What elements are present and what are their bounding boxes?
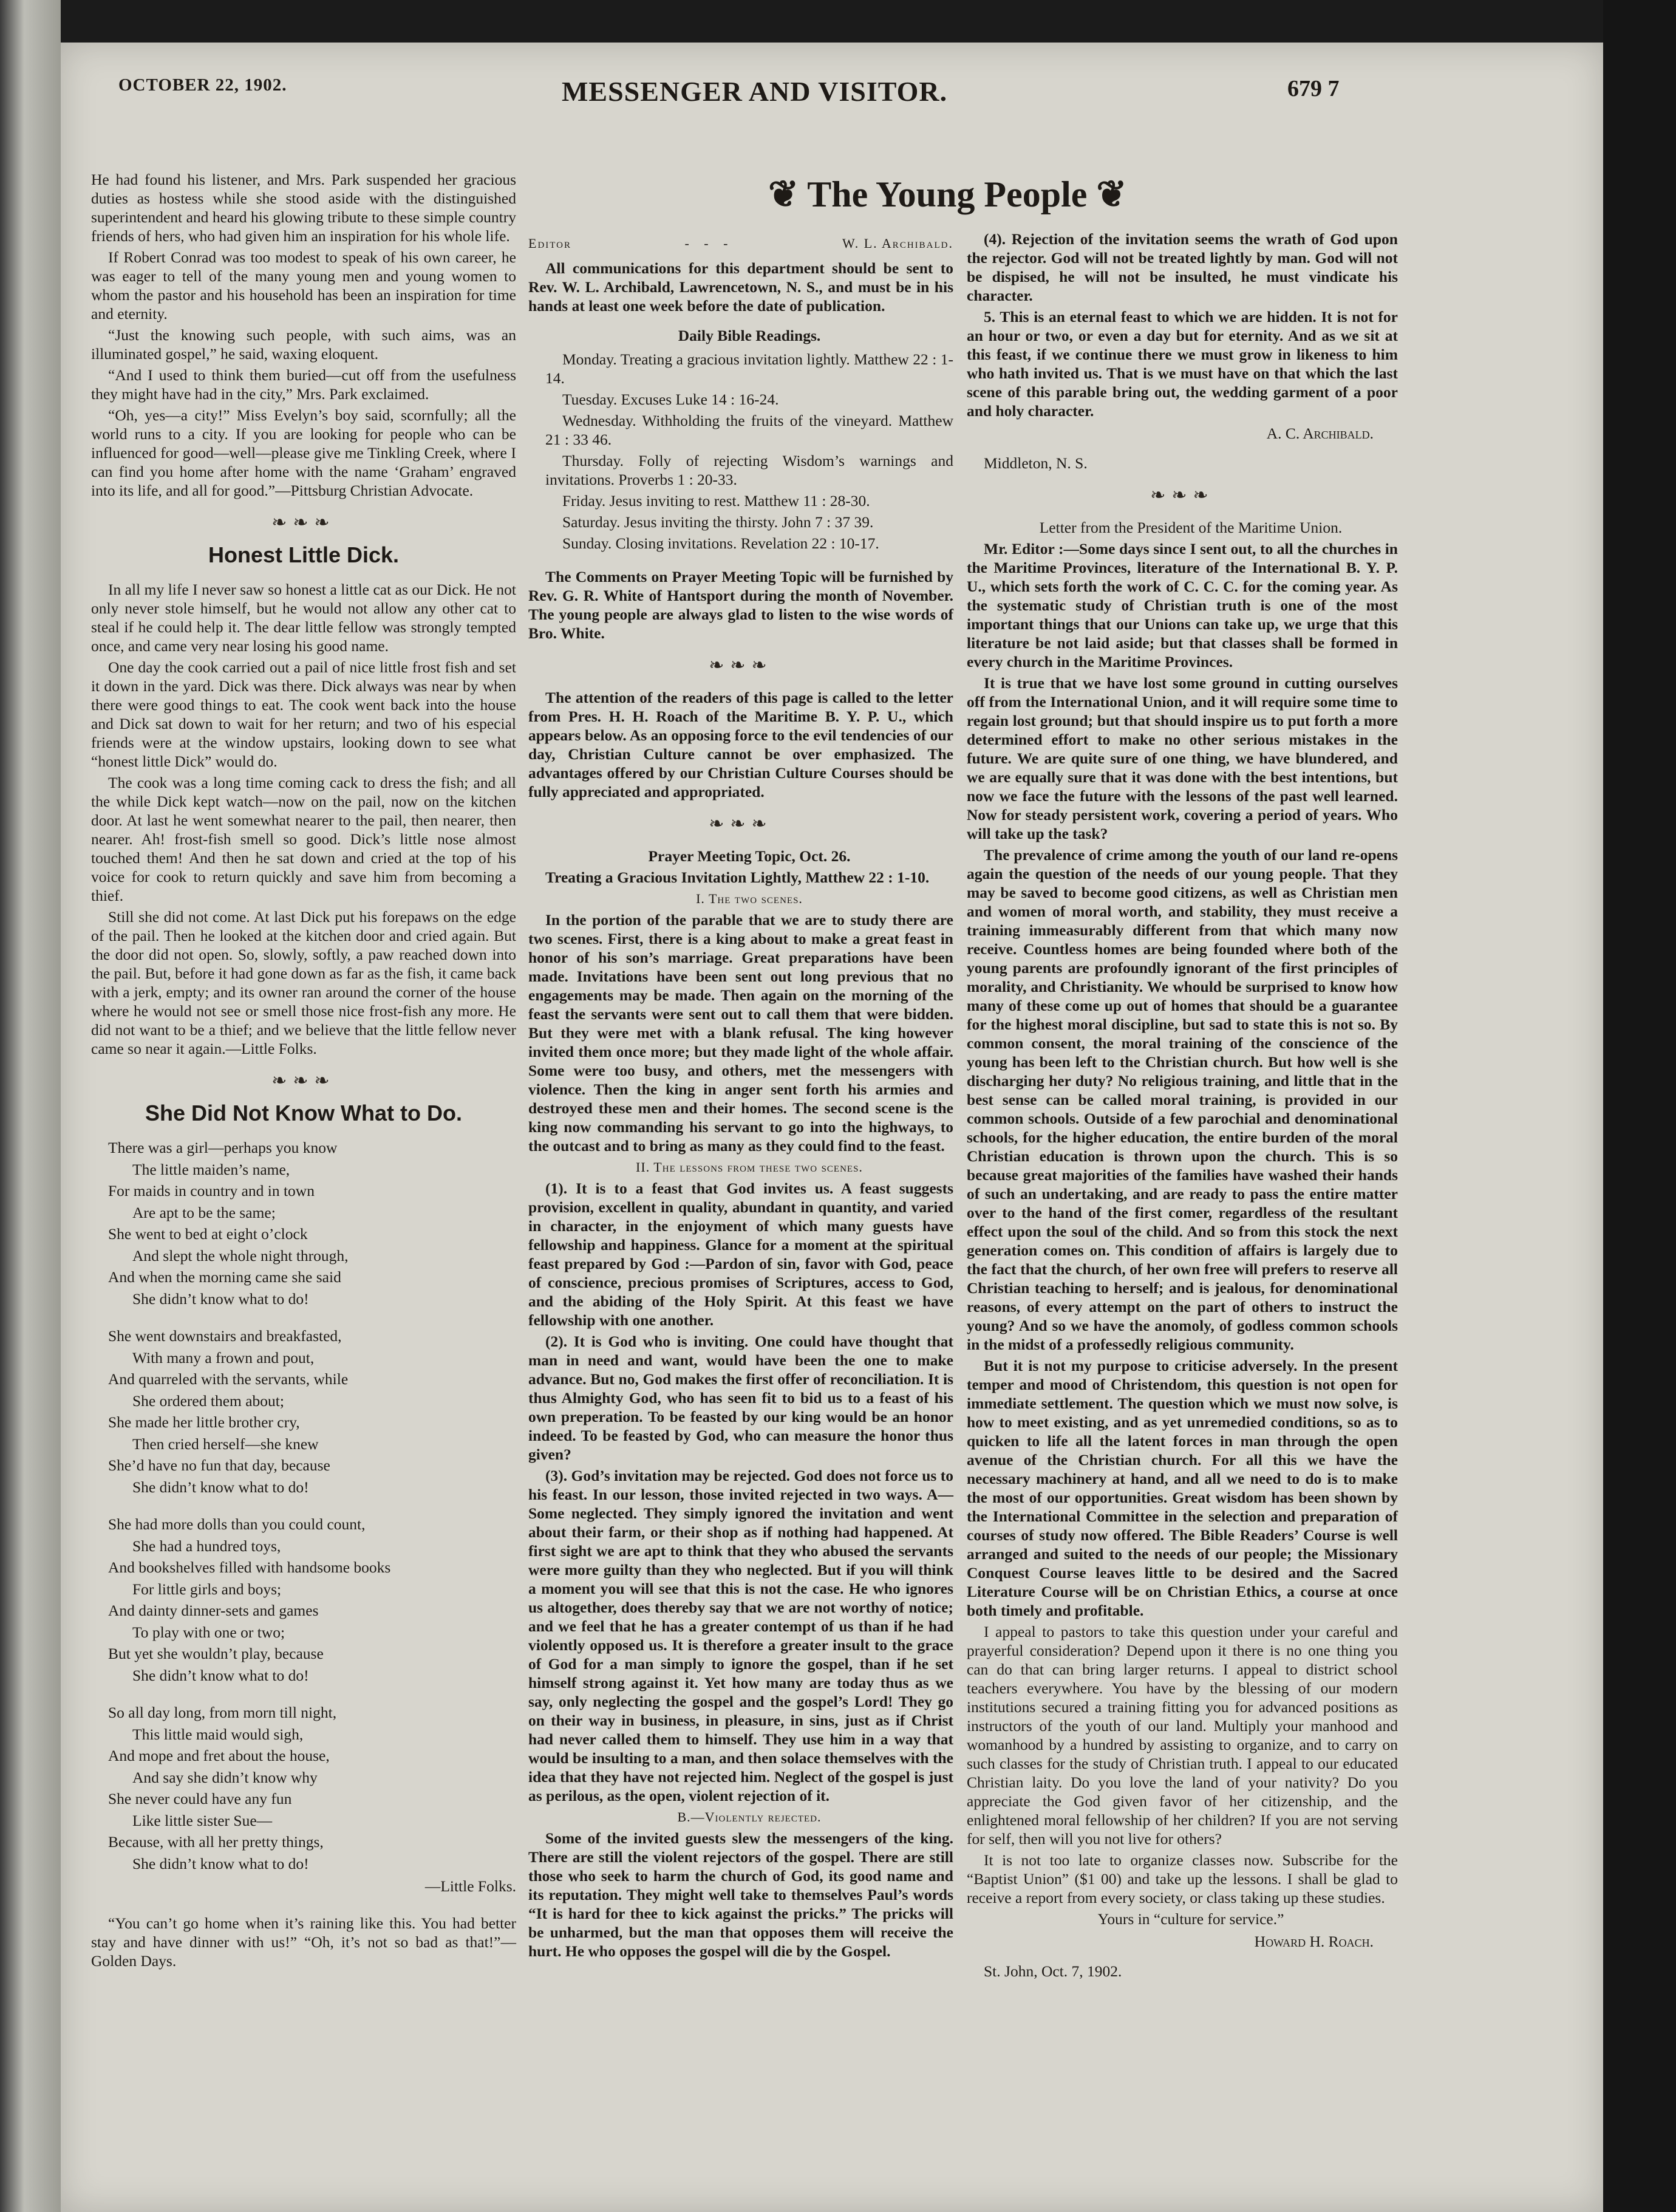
poem-line: For maids in country and in town xyxy=(108,1182,315,1200)
column-right xyxy=(967,230,1398,1983)
article-title-honest-little-dick: Honest Little Dick. xyxy=(208,542,400,567)
divider-ornament: ❧❧❧ xyxy=(271,513,336,533)
communications-note: All communications for this department should be sent to Rev. W. L. Archibald, Lawrencetown, N. S., and must be in his hands at least one week before the date of publication. xyxy=(528,259,953,315)
masthead: MESSENGER AND VISITOR. xyxy=(562,76,948,107)
poem-title: She Did Not Know What to Do. xyxy=(145,1101,462,1125)
topic-subtitle: Treating a Gracious Invitation Lightly, Matthew 22 : 1-10. xyxy=(545,869,930,886)
lesson-paragraph: 5. This is an eternal feast to which we are hidden. It is not for an hour or two, or even a day but for eternity. And as we sit at this feast, if we continue there we must grow in likeness to him who hath invited us. That is we must have on that which the last scene of this parable bring out, the wedding garment of a poor and holy character. xyxy=(967,308,1398,420)
article-paragraph: Still she did not come. At last Dick put his forepaws on the edge of the pail. Then he looked at the kitchen door and cried again. But the door did not open. So, slowly, softly, a paw reached down into the pail. But, before it had gone down as far as the fish, it came back with a jerk, empty; and its owner ran around the corner of the house where he would not see or smell those nice frost-fish any more. He did not want to be a thief; and we believe that the little fellow never came so near it again.—Little Folks. xyxy=(91,908,516,1057)
editor-dashes: - - - xyxy=(684,236,729,251)
poem-line: Because, with all her pretty things, xyxy=(108,1833,324,1851)
divider-ornament: ❧❧❧ xyxy=(709,655,773,675)
divider-ornament: ❧❧❧ xyxy=(1150,485,1214,505)
violently-heading: B.—Violently rejected. xyxy=(677,1809,822,1825)
poem-line: So all day long, from morn till night, xyxy=(108,1704,337,1721)
poem-line: But yet she wouldn’t play, because xyxy=(108,1645,324,1662)
column-left xyxy=(91,170,516,1973)
poem-line: For little girls and boys; xyxy=(132,1580,282,1598)
story-paragraph: “Just the knowing such people, with such aims, was an illuminated gospel,” he said, waxing eloquent. xyxy=(91,326,516,363)
poem-line: Are apt to be the same; xyxy=(132,1203,276,1221)
letter-paragraph: The prevalence of crime among the youth of our land re-opens again the question of the needs of our young people. That they may be saved to become good citizens, as well as Christian men and women of moral worth, and stability, they must receive a training immeasurably different from that which many now receive. Countless homes are being founded where both of the young parents are profoundly ignorant of the first principles of morality, and Christianity. We whould be surprised to know how many of these come up out of homes that should be a guarantee for the highest moral discipline, but sad to state this is not so. By common consent, the moral training of the conscience of the young has been left to the Christian church. But how well is she discharging her duty? No religious training, and little that in the best sense can be called moral training, is provided in our common schools. Outside of a few parochial and denominational schools, for the higher education, the entire burden of the moral Christian education is thrown upon the church. This is so because great majorities of the families have washed their hands of such an undertaking, and are ready to pass the entire matter over to the hand of the first comer, regardless of the resultant effect upon the soul of the child. And so from this stock the next generation comes on. This condition of affairs is largely due to the fact that the church, of her own free will prefers to reserve all Christian teaching to herself; and is jealous, for denominational reasons, of every attempt on the part of others to instruct the young? And so we have the anomoly, of godless common schools in the midst of a professedly religious community. xyxy=(967,846,1398,1353)
poem-line: And slept the whole night through, xyxy=(132,1246,349,1265)
comments-note: The Comments on Prayer Meeting Topic will be furnished by Rev. G. R. White of Hantsport during the month of November. The young people are always glad to listen to the wise words of Bro. White. xyxy=(528,568,953,642)
letter-paragraph: I appeal to pastors to take this question under your careful and prayerful consideration? Depend upon it there is no one thing you can do that can bring larger returns. I appeal to district school teachers everywhere. You have by the blessing of our modern institutions secured a training fitting you for advanced positions as instructors of the youth of our land. Multiply your manhood and womanhood by a hundred by assisting to organize, and to carry on such classes for the study of Christian truth. I appeal to our educated Christian laity. Do you love the land of your nativity? Do you appreciate the God given favor of her citizenship, and the enlightened moral fellowship of her children? If you are not serving for self, then will you not live for others? xyxy=(967,1623,1398,1848)
letter-closing: Yours in “culture for service.” xyxy=(1097,1910,1284,1928)
poem-line: There was a girl—perhaps you know xyxy=(108,1139,338,1156)
story-paragraph: If Robert Conrad was too modest to speak of his own career, he was eager to tell of the many young men and young women to whom the pastor and his household has been an inspiration for time and eternity. xyxy=(91,248,516,323)
letter-paragraph: It is true that we have lost some ground in cutting ourselves off from the International Union, and it will require some time to regain lost ground; but that should inspire us to put forth a more determined effort to make no other serious mistakes in the future. We are quite sure of one thing, we have blundered, and we are equally sure that it was done with the best intentions, but now we face the future with the lessons of the past well learned. Now for steady persistent work, covering a period of years. Who will take up the task? xyxy=(967,674,1398,842)
lesson-paragraph: (1). It is to a feast that God invites us. A feast suggests provision, excellent in quality, abundant in quantity, and varied in character, in the enjoyment of which many guests have fellowship and happiness. Glance for a moment at the spiritual feast prepared by God :—Pardon of sin, favor with God, peace of conscience, precious promises of Scriptures, access to God, and the abiding of the Holy Spirit. At this feast we have fellowship with one another. xyxy=(528,1179,953,1329)
article-paragraph: In all my life I never saw so honest a little cat as our Dick. He not only never stole himself, but he would not allow any other cat to steal if he could help it. The dear little fellow was strongly tempted once, and came very near losing his good name. xyxy=(91,581,516,655)
poem-line: And quarreled with the servants, while xyxy=(108,1370,349,1388)
closing-anecdote: “You can’t go home when it’s raining like this. You had better stay and have dinner with us!” “Oh, it’s not so bad as that!”—Golden Days. xyxy=(91,1914,516,1970)
lesson-paragraph: (4). Rejection of the invitation seems the wrath of God upon the rejector. God will not be treated lightly by man. God will not be dispised, he will not be insulted, he must vindicate his character. xyxy=(967,230,1398,304)
reading-item: Sunday. Closing invitations. Revelation 22 : 10-17. xyxy=(562,534,879,552)
lessons-signature: A. C. Archibald. xyxy=(1266,425,1374,442)
letter-paragraph: It is not too late to organize classes now. Subscribe for the “Baptist Union” ($1 00) and take up the lessons. I shall be glad to receive a report from every society, or class taking up these studies. xyxy=(967,1851,1398,1906)
reading-item: Monday. Treating a gracious invitation lightly. Matthew 22 : 1-14. xyxy=(545,350,953,387)
story-paragraph: He had found his listener, and Mrs. Park suspended her gracious duties as hostess while she stood aside with the distinguished superintendent and heard his glowing tribute to these simple country friends of hers, who had given him an inspiration for his whole life. xyxy=(91,171,516,245)
reading-item: Thursday. Folly of rejecting Wisdom’s warnings and invitations. Proverbs 1 : 20-33. xyxy=(545,452,953,488)
scenes-paragraph: In the portion of the parable that we are to study there are two scenes. First, there is a king about to make a great feast in honor of his son’s marriage. Great preparations have been made. Invitations have been sent out long previous that no engagements may be made. Then again on the morning of the feast the servants were sent out to call them that were bidden. But they were met with a blank refusal. The king however invited them once more; but they made light of the whole affair. Some were too busy, and others, met the messengers with violence. Then the king in anger sent forth his armies and destroyed these men and their homes. The second scene is the king now commanding his servant to go into the highways, to the outcast and to bring as many as they could find to the feast. xyxy=(528,911,953,1155)
editor-name: W. L. Archibald. xyxy=(842,236,953,251)
poem-line: This little maid would sigh, xyxy=(132,1725,304,1743)
letter-paragraph: But it is not my purpose to criticise adversely. In the present temper and mood of Christendom, this question is not open for immediate settlement. The question which we must now solve, is how to meet existing, and as yet unremedied conditions, so as to quicken to life all the latent forces in man through the open avenue of the Christian church. For all this we have the necessary machinery at hand, and all we need to do is to make the most of our opportunities. Great wisdom has been shown by the International Committee in the selection and preparation of courses of study now offered. The Bible Readers’ Course is well arranged and suited to the needs of our people; the Missionary Conquest Course leaves little to be desired and the Sacred Literature Course will be on Christian Ethics, a course at once both timely and profitable. xyxy=(967,1357,1398,1619)
poem-source: —Little Folks. xyxy=(424,1877,516,1895)
poem-line: And say she didn’t know why xyxy=(132,1768,318,1786)
article-paragraph: The cook was a long time coming cack to dress the fish; and all the while Dick kept watch—now on the pail, now on the kitchen door. At last he went somewhat nearer to the pail, then nearer, then nearer. Ah! frost-fish smell so good. Dick’s little nose almost touched them! And then he sat down and cried at the top of his voice for cook to return quickly and save him from becoming a thief. xyxy=(91,774,516,904)
poem-line: She didn’t know what to do! xyxy=(132,1289,309,1308)
poem-line: Then cried herself—she knew xyxy=(132,1435,319,1453)
divider-ornament: ❧❧❧ xyxy=(271,1071,336,1091)
poem-line: She ordered them about; xyxy=(132,1391,284,1410)
poem-line: With many a frown and pout, xyxy=(132,1348,315,1367)
poem-line: The little maiden’s name, xyxy=(132,1160,290,1178)
column-middle xyxy=(528,234,953,1963)
reading-item: Tuesday. Excuses Luke 14 : 16-24. xyxy=(562,391,779,408)
scan-border xyxy=(1603,0,1676,2212)
poem-line: She had more dolls than you could count, xyxy=(108,1515,366,1533)
lessons-heading: II. The lessons from these two scenes. xyxy=(636,1159,863,1175)
poem-stanza xyxy=(91,1326,516,1497)
poem-line: She didn’t know what to do! xyxy=(132,1854,309,1872)
poem-line: And dainty dinner-sets and games xyxy=(108,1602,319,1619)
reading-item: Saturday. Jesus inviting the thirsty. John 7 : 37 39. xyxy=(562,513,874,531)
poem-line: She didn’t know what to do! xyxy=(132,1666,309,1684)
reading-item: Wednesday. Withholding the fruits of the vineyard. Matthew 21 : 33 46. xyxy=(545,412,953,448)
adjacent-page-edge xyxy=(0,0,61,2212)
poem-stanza xyxy=(91,1703,516,1873)
poem-line: She didn’t know what to do! xyxy=(132,1478,309,1496)
poem-line: She made her little brother cry, xyxy=(108,1413,300,1431)
poem-line: She had a hundred toys, xyxy=(132,1537,281,1555)
poem-line: And mope and fret about the house, xyxy=(108,1747,330,1764)
poem-line: She’d have no fun that day, because xyxy=(108,1456,330,1474)
page-number: 679 7 xyxy=(1287,76,1340,101)
poem-stanza xyxy=(91,1138,516,1308)
readings-title: Daily Bible Readings. xyxy=(678,327,821,344)
fleuron-left-icon: ❦︎ xyxy=(768,174,808,214)
fleuron-right-icon: ❦︎ xyxy=(1087,174,1127,214)
editor-label: Editor xyxy=(528,236,571,251)
poem-line: And when the morning came she said xyxy=(108,1268,341,1286)
poem-stanza xyxy=(91,1515,516,1685)
story-paragraph: “Oh, yes—a city!” Miss Evelyn’s boy said, scornfully; all the world runs to a city. If you are looking for people who can be influenced for good—well—please give me Tinkling Creek, where I can find you home after home with the name ‘Graham’ engraved into its life, and all for good.”—Pittsburg Christian Advocate. xyxy=(91,406,516,499)
scenes-heading: I. The two scenes. xyxy=(696,891,803,906)
letter-title: Letter from the President of the Maritime Union. xyxy=(1039,519,1343,536)
issue-date: OCTOBER 22, 1902. xyxy=(118,75,287,95)
divider-ornament: ❧❧❧ xyxy=(709,814,773,834)
lesson-paragraph: (3). God’s invitation may be rejected. God does not force us to his feast. In our lesson, those invited rejected in two ways. A—Some neglected. They simply ignored the invitation and went about their farm, or their shop as if nothing had happened. At first sight we are apt to think that they who abused the servants were more guilty than they who neglected. But if you will think a moment you will see that this is not the case. He who ignores us altogether, does thereby say that we are not worthy of notice; and we feel that he has a greater contempt of us than if he had violently opposed us. It is therefore a greater insult to the grace of God for a man simply to ignore the gospel, than if he set himself strong against it. Yet how many are today thus as we say, only neglecting the gospel and the gospel’s Lord! They go on their way in business, in pleasure, in sins, just as if Christ had never called them to himself. They use him in a way that would be insulting to a man, and then solace themselves with the idea that they have not rejected him. Neglect of the gospel is just as perilous, as the open, violent rejection of it. xyxy=(528,1467,953,1804)
violently-paragraph: Some of the invited guests slew the messengers of the king. There are still the violent rejectors of the gospel. There are still those who seek to harm the church of God, its good name and its reputation. They might well take to themselves Paul’s words “It is hard for thee to kick against the pricks.” The pricks will be unharmed, but the man that opposes them will receive the hurt. He who opposes the gospel will die by the Gospel. xyxy=(528,1829,953,1960)
topic-title: Prayer Meeting Topic, Oct. 26. xyxy=(648,847,851,865)
lessons-place: Middleton, N. S. xyxy=(984,454,1088,472)
poem-line: She went to bed at eight o’clock xyxy=(108,1225,308,1243)
attention-note: The attention of the readers of this page is called to the letter from Pres. H. H. Roach of the Maritime B. Y. P. U., which appears below. As an opposing force to the evil tendencies of our day, Christian Culture cannot be over emphasized. The advantages offered by our Christian Culture Courses should be fully appreciated and appropriated. xyxy=(528,689,953,800)
letter-paragraph: Mr. Editor :—Some days since I sent out, to all the churches in the Maritime Provinces, literature of the International B. Y. P. U., which sets forth the work of C. C. C. for the coming year. As the systematic study of Christian truth is one of the most important things that our Unions can take up, we urge that this literature be not laid aside; but that classes shall be formed in every church in the Maritime Provinces. xyxy=(967,540,1398,671)
letter-place-date: St. John, Oct. 7, 1902. xyxy=(984,1962,1122,1980)
reading-item: Friday. Jesus inviting to rest. Matthew 11 : 28-30. xyxy=(562,492,870,510)
poem-line: To play with one or two; xyxy=(132,1623,285,1641)
lesson-paragraph: (2). It is God who is inviting. One could have thought that man in need and want, would have been the one to make advance. But no, God makes the first offer of reconciliation. It is thus Almighty God, who has seen fit to bid us to a feast of his own preperation. To be feasted by our king would be an honor indeed. To be feasted by God, who can measure the honor thus given? xyxy=(528,1333,953,1463)
editor-line xyxy=(528,234,953,253)
young-people-heading: ❦︎ The Young People ❦︎ xyxy=(768,174,1127,214)
story-paragraph: “And I used to think them buried—cut off from the usefulness they might have had in the city,” Mrs. Park exclaimed. xyxy=(91,366,516,403)
article-paragraph: One day the cook carried out a pail of nice little frost fish and set it down in the yard. Dick was there. Dick always was near by when there were good things to eat. The cook went back into the house and Dick sat down to wait for her return; and two of his especial friends were at the window upstairs, looking down to see what “honest little Dick” would do. xyxy=(91,658,516,770)
poem-line: She went downstairs and breakfasted, xyxy=(108,1327,342,1345)
poem-line: And bookshelves filled with handsome books xyxy=(108,1558,391,1576)
poem-line: Like little sister Sue— xyxy=(132,1811,273,1829)
letter-signature: Howard H. Roach. xyxy=(1254,1933,1374,1950)
poem-line: She never could have any fun xyxy=(108,1790,292,1807)
